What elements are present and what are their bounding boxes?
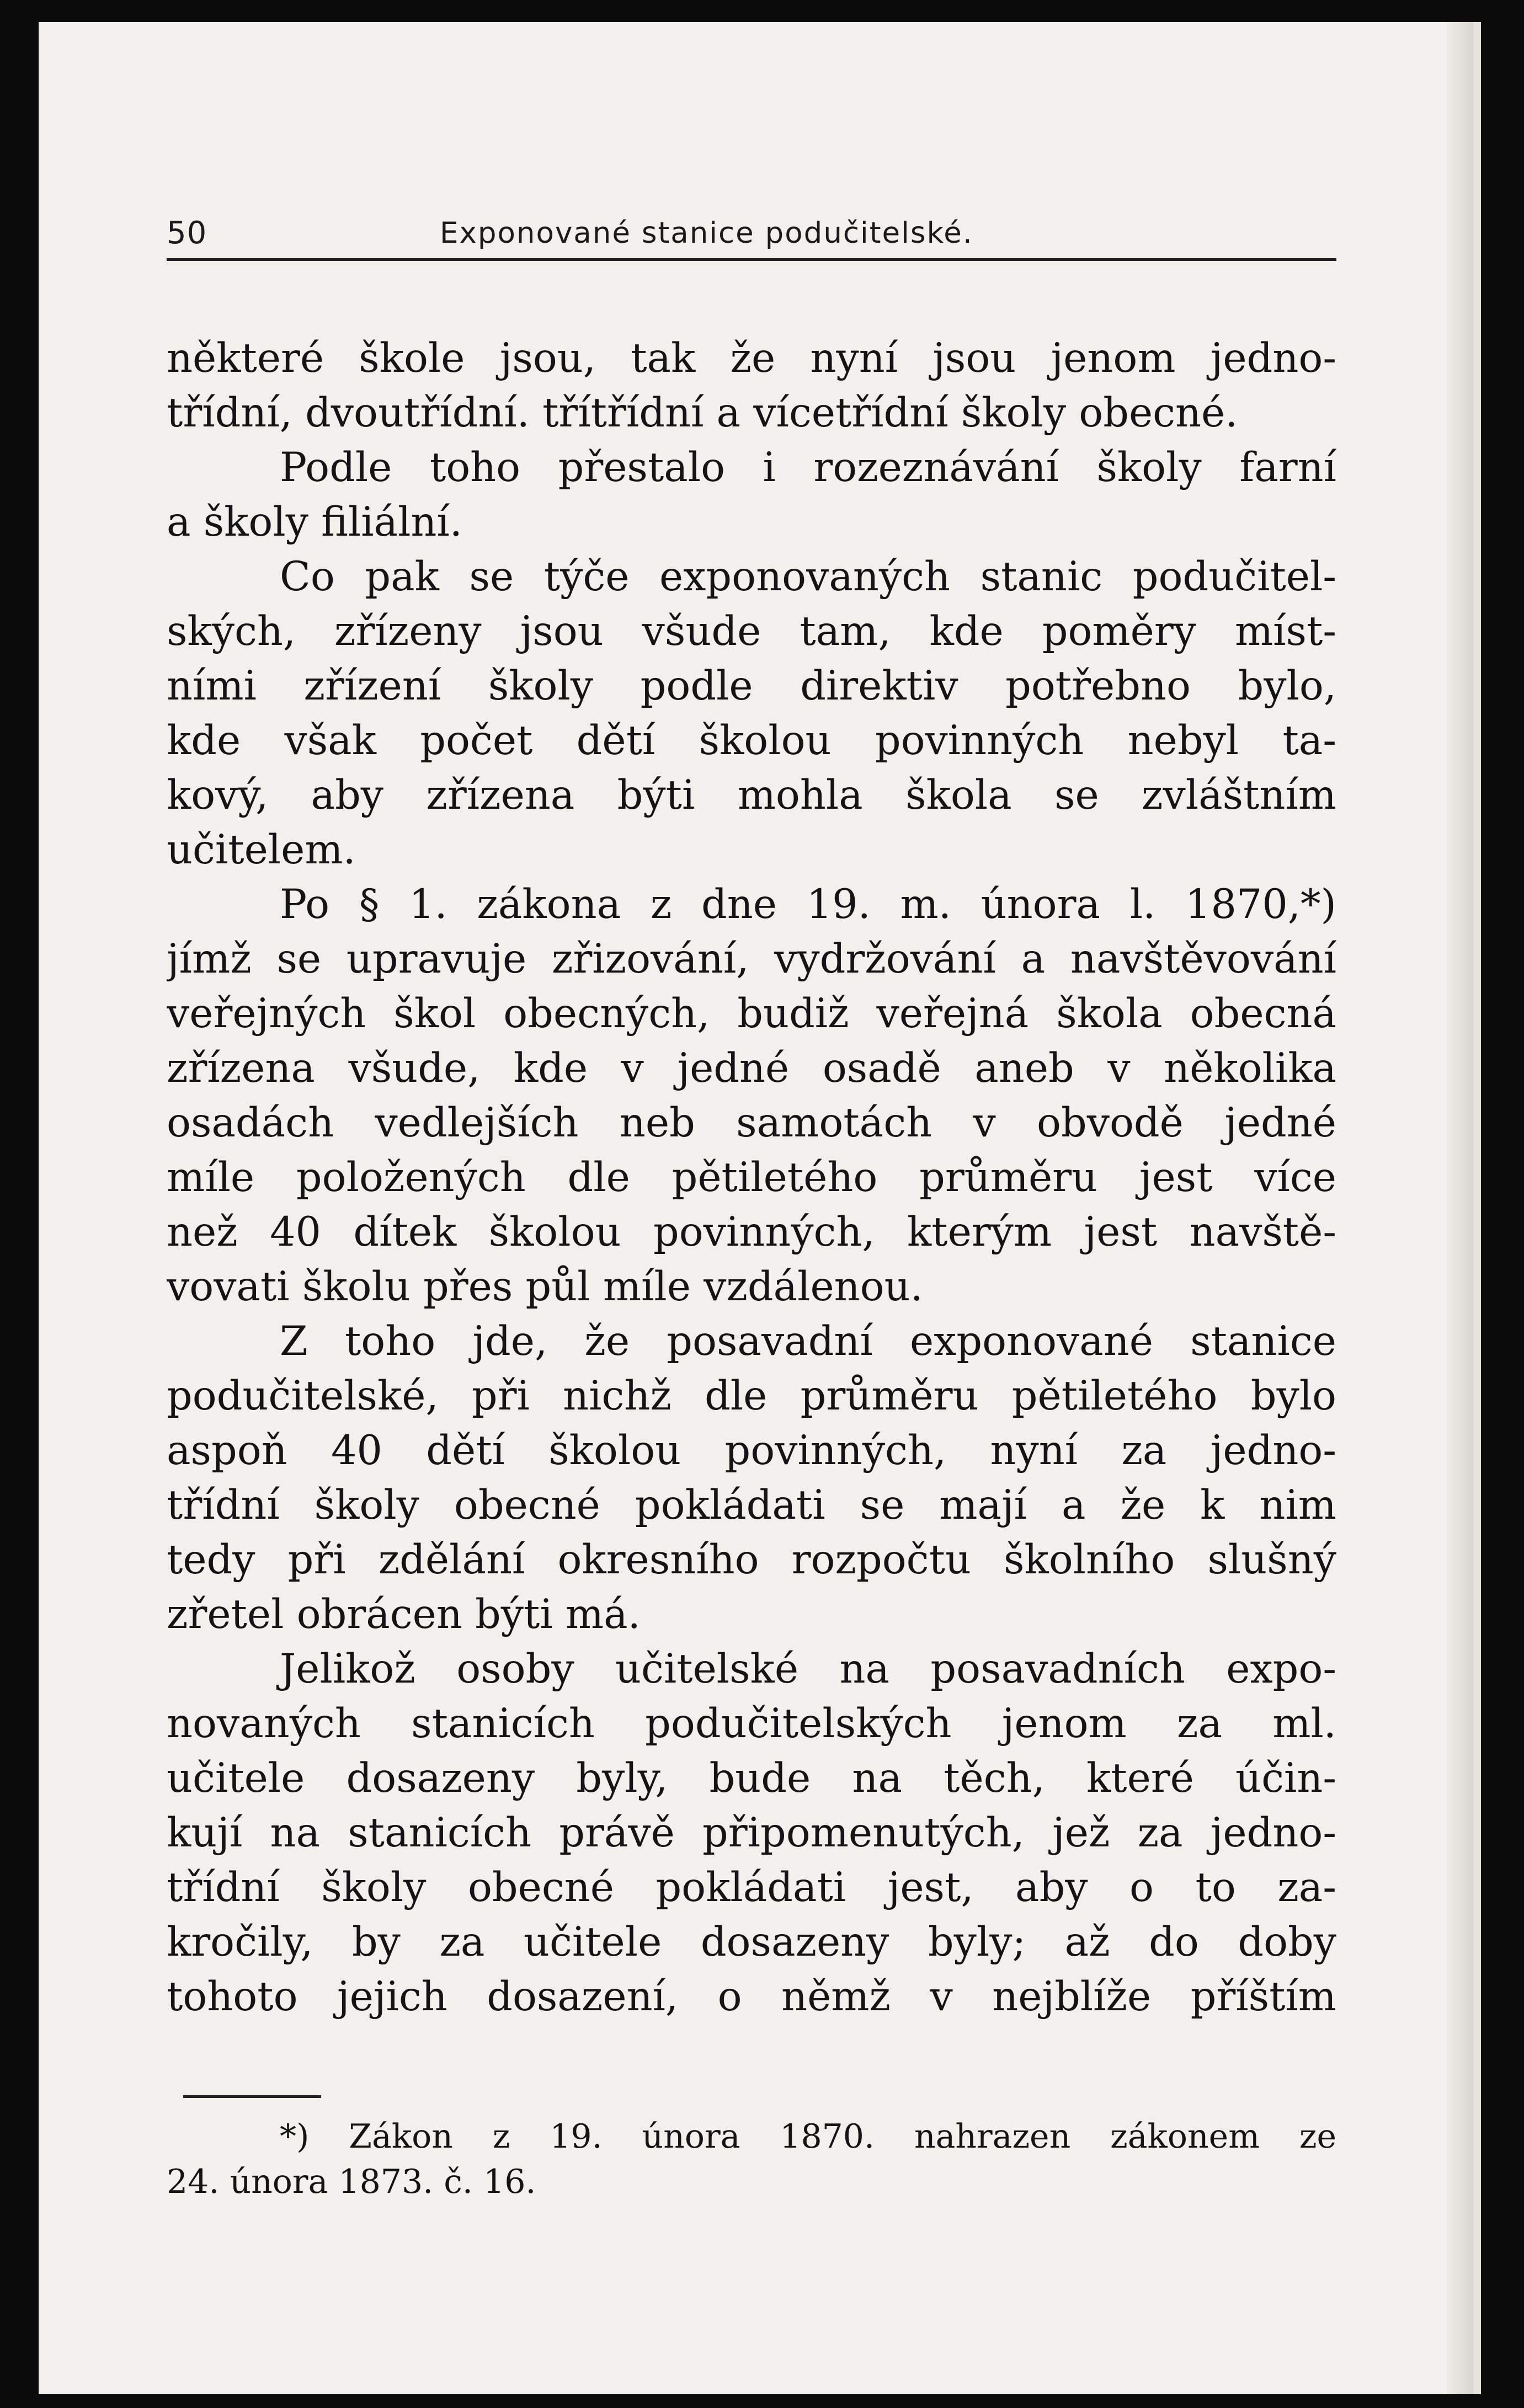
body-text-line: podučitelské, při nichž dle průměru pětiletého bylo xyxy=(167,1373,1336,1419)
body-text-line: veřejných škol obecných, budiž veřejná škola obecná xyxy=(167,990,1336,1037)
body-text-line: kový, aby zřízena býti mohla škola se zvláštním xyxy=(167,772,1336,819)
body-text-line: třídní, dvoutřídní. třítřídní a vícetřídní školy obecné. xyxy=(167,389,1238,436)
body-text-line: Po § 1. zákona z dne 19. m. února l. 1870,*) xyxy=(280,881,1336,928)
body-text-line: zřetel obrácen býti má. xyxy=(167,1591,641,1638)
body-text-line: třídní školy obecné pokládati se mají a že k nim xyxy=(167,1482,1336,1529)
body-text-line: aspoň 40 dětí školou povinných, nyní za jedno- xyxy=(167,1427,1336,1474)
body-text-line: kde však počet dětí školou povinných nebyl ta- xyxy=(167,717,1336,764)
body-text-line: zřízena všude, kde v jedné osadě aneb v několika xyxy=(167,1045,1336,1092)
body-text-line: osadách vedlejších neb samotách v obvodě jedné xyxy=(167,1099,1336,1146)
footnote-line: *) Zákon z 19. února 1870. nahrazen zákonem ze xyxy=(280,2117,1336,2156)
body-text-line: než 40 dítek školou povinných, kterým jest navště- xyxy=(167,1209,1336,1256)
body-text-line: učitelem. xyxy=(167,826,356,873)
body-text-line: Jelikož osoby učitelské na posavadních expo- xyxy=(280,1646,1336,1692)
body-text-line: ními zřízení školy podle direktiv potřebno bylo, xyxy=(167,663,1336,709)
body-text-line: kují na stanicích právě připomenutých, jež za jedno- xyxy=(167,1809,1336,1856)
page-number: 50 xyxy=(167,215,207,251)
footnote xyxy=(167,2114,1336,2204)
running-head xyxy=(167,214,1336,261)
body-text-line: tedy při zdělání okresního rozpočtu školního slušný xyxy=(167,1536,1336,1583)
body-text-line: třídní školy obecné pokládati jest, aby o to za- xyxy=(167,1864,1336,1911)
body-text-line: Z toho jde, že posavadní exponované stanice xyxy=(280,1318,1336,1365)
body-text-line: učitele dosazeny byly, bude na těch, které účin- xyxy=(167,1755,1336,1802)
body-text-line: novaných stanicích podučitelských jenom za ml. xyxy=(167,1700,1336,1747)
body-text xyxy=(167,331,1336,2024)
running-title: Exponované stanice podučitelské. xyxy=(440,216,973,250)
book-page xyxy=(39,22,1481,2394)
body-text-line: vovati školu přes půl míle vzdálenou. xyxy=(167,1263,923,1310)
footnote-rule xyxy=(183,2095,321,2098)
footnote-line: 24. února 1873. č. 16. xyxy=(167,2163,536,2201)
page-edge xyxy=(1447,22,1473,2394)
body-text-line: jímž se upravuje zřizování, vydržování a navštěvování xyxy=(167,936,1336,983)
body-text-line: a školy filiální. xyxy=(167,499,462,546)
body-text-line: tohoto jejich dosazení, o němž v nejblíže příštím xyxy=(167,1973,1336,2020)
body-text-line: Co pak se týče exponovaných stanic podučitel- xyxy=(280,553,1336,600)
body-text-line: některé škole jsou, tak že nyní jsou jenom jedno- xyxy=(167,335,1336,382)
body-text-line: míle položených dle pětiletého průměru jest více xyxy=(167,1154,1336,1201)
body-text-line: kročily, by za učitele dosazeny byly; až do doby xyxy=(167,1919,1336,1966)
body-text-line: ských, zřízeny jsou všude tam, kde poměry míst- xyxy=(167,608,1336,655)
body-text-line: Podle toho přestalo i rozeznávání školy farní xyxy=(280,444,1336,491)
